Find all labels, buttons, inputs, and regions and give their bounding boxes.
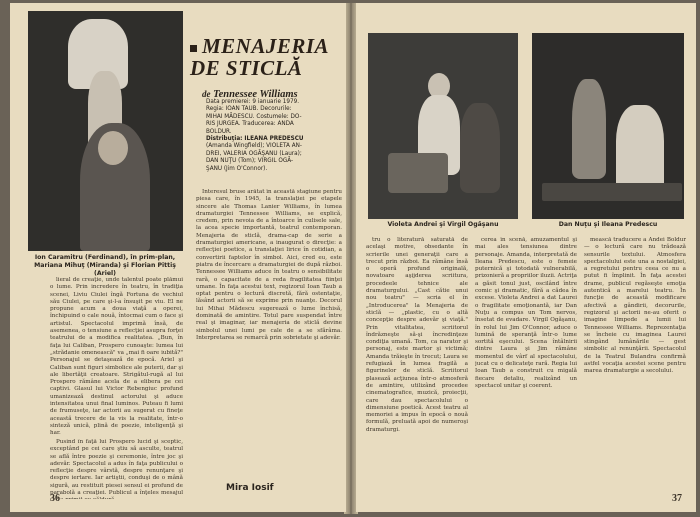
- production-credits: Data premierei: 9 ianuarie 1979. Regia: IOAN TAUB. Decorurile: MIHAI MĂDESCU. Costumele: DO- RIS JURGEA. Traducerea: ANDA BOLDUR. Distribuţia: ILEANA PREDESCU (Amanda Wingfield); VIOLETA AN- DREI, VALERIA OGĂŞANU (Laura); DAN NUŢU (Tom); VIRGIL OGĂ- ŞANU (Jim O'Connor).: [206, 99, 304, 172]
- right-page-column-1: tru o literatură saturată de acelaşi motive, obsedante în scrierile unei generaţii care a trecut prin război. Ea rămâne însă o operă profund originală, novatoare aşijderea scriitura, procedeele tehnice ale dramaturgului. „Cast cătie unui nou teatru" — scria el în „Introducerea" la Menajeria de sticlă — „plastic, cu o altă concepţie despre adevăr şi viaţă." Prin vitalitatea, scriitorul îndrăzneşte să-şi încredinţeze condiţia umană. Tom, ca narator şi personaj, este martor şi victimă; Amanda trăieşte în trecut; Laura se refugiază în lumea fragilă a figurinelor de sticlă. Scriitorul plasează acţiunea într-o atmosferă de amintire, utilizând procedee cinematografice, muzică, proiecţii, care dau spectacolului o dimensiune poetică. Acest teatru al memoriei a impus în epocă o nouă formulă, preluată apoi de numeroşi dramaturgi.: [366, 237, 468, 433]
- magazine-spread: [6, 3, 696, 514]
- bullet-square-icon: [190, 45, 197, 52]
- author-signature: Mira Iosif: [226, 483, 274, 493]
- article-title-block: [190, 35, 340, 100]
- stage-photo-nutu-predescu: [532, 33, 684, 219]
- page-number-left: 36: [50, 493, 60, 504]
- right-page-column-3: mească traducere a Andei Boldur — o lectură care nu trădează sensurile textului. Atmosfera spectacolului este una a nostalgiei, a regretului pentru ceea ce nu a putut fi împlinit. În faţa acestei drame, publicul regăseşte emoţia autentică a marelui teatru. În funcţie de această modificare afectivă a gândirii, decorurile, regizorul şi actorii ne-au oferit o imagine limpede a lumii lui Tennessee Williams. Reprezentaţia se încheie cu imaginea Laurei stingând lumânările — gest simbolic al renunţării. Spectacolul de la Teatrul Bulandra confirmă astfel vocaţia acestei scene pentru marea dramaturgie a secolului.: [584, 237, 686, 375]
- left-photo-caption: Ion Caramitru (Ferdinand), în prim-plan, Mariana Mihuţ (Miranda) şi Florian Pittiş (Ariel): [34, 254, 176, 277]
- article-subtitle: de Tennessee Williams: [202, 89, 298, 100]
- right-column-text: Interesul bruse arătat în această stagiune pentru piesa care, în 1945, la translaţiei pe etapele sincere ale Thomas Lanier Williams, în lumea dramaturgiei Tennessee Williams, se explică, credem, prin nevoia de a întoarce în culisele sale, la acea specie importantă, teatrul contemporan. Menajeria de sticlă, drama-cap de serie a dramaturgiei americane, a inaugurat o direcţie: a reflecţiei poetice, a translaţiei lirice în cotidian, a convertirii faptelor în simbol. Aici, cred eu, este piatra de încercare a dramaturgiei de după război. Tennessee Williams aduce în teatru o sensibilitate rară, o capacitate de a reda fragilitatea fiinţei umane. În faţa acestui text, regizorul Ioan Taub a optat pentru o lectură discretă, fără ostentaţie, lăsând actorii să se exprime prin nuanţe. Decorul lui Mihai Mădescu sugerează o lume închisă, dominată de amintire. Totul pare suspendat între real şi imaginar, iar menajeria de sticlă devine simbolul unei lumi pe cale de a se sfărâma. Interpretarea se remarcă prin sobrietate şi adevăr.: [196, 189, 342, 341]
- left-column-text: lieral de creaţie, unde talentul poate plămui o lume. Prin incredere în teatru, în tradiţia scenei, Liviu Ciulei îngă Fortuna de vechiul său Ciulei, pe care şi-l-a însuşit pe viu. El ne propune acum a doua viaţă a operei, închipuind o cale nouă, întocmai cum o face şi artistul. Spectacolul imprimă însă, de asemenea, o tensiune a reflecţiei asupra forţei teatrului de a modifica realitatea. „Bun, în faţa lui Caliban, Prospero cunoaşte: lumea lui „strădanie omenească" va „mai fi oare iubită?" Personajul se detaşează de epocă. Ariel şi Caliban sunt figuri simbolice ale puterii, dar şi ale libertăţii creatoare. Strigătul-rugă al lui Prospero rămâne acela de a elibera pe cei captivi. Glasul lui Victor Rebengiuc profund umanizează destinul actorului şi aduce intensitatea unui final luminos. Puteau fi lumi de frumuseţe, iar actorii au sugerat cu fineţe această trecere de la vis la realitate, într-o sinteză unică, plină de poezie, inteligenţă şi har.: [50, 277, 183, 437]
- article-title: MENAJERIA DE STICLĂ: [190, 34, 328, 80]
- right-page-column-2: cerea în scenă, amuzamentul şi mai ales tensiunea dintre personaje. Amanda, interpretată de Ileana Predescu, este o femeie puternică şi totodată vulnerabilă, prizonieră a propriilor iluzii. Actriţa a găsit tonul just, oscilând între comic şi dramatic, fără a cădea în excese. Violeta Andrei a dat Laurei o fragilitate emoţionantă, iar Dan Nuţu a compus un Tom nervos, însetat de evadare. Virgil Ogăşanu, în rolul lui Jim O'Connor, aduce o lumină de speranţă într-o lume sortită eşecului. Scena întâlnirii dintre Laura şi Jim rămâne momentul de vârf al spectacolului, jucat cu o delicateţe rară. Regia lui Ioan Taub a construit cu migală fiecare detaliu, realizând un spectacol unitar şi coerent.: [475, 237, 577, 389]
- caption-andrei-ogasanu: Violeta Andrei şi Virgil Ogăşanu: [387, 221, 499, 228]
- stage-photo-andrei-ogasanu: [368, 33, 518, 219]
- stage-photo-tempest: [28, 11, 183, 251]
- left-column-bottom-text: Pusind în faţă lui Prospero lucid şi sceptic, exceptând pe cei care ştiu să asculte, teatrul se află între poezie şi ceremonie, între joc şi adevăr. Spectacolul a adus în faţa publicului o reflecţie despre vârstă, despre renunţare şi despre iertare. Iar artiştii, conduşi de o mână sigură, au restituit piesei sensul ei profund de parabolă a creaţiei. Publicul a înţeles mesajul: [50, 439, 183, 497]
- right-page: [356, 3, 696, 512]
- caption-nutu-predescu: Dan Nuţu şi Ileana Predescu: [558, 221, 658, 228]
- page-number-right: 37: [672, 493, 682, 504]
- left-page: [10, 3, 346, 512]
